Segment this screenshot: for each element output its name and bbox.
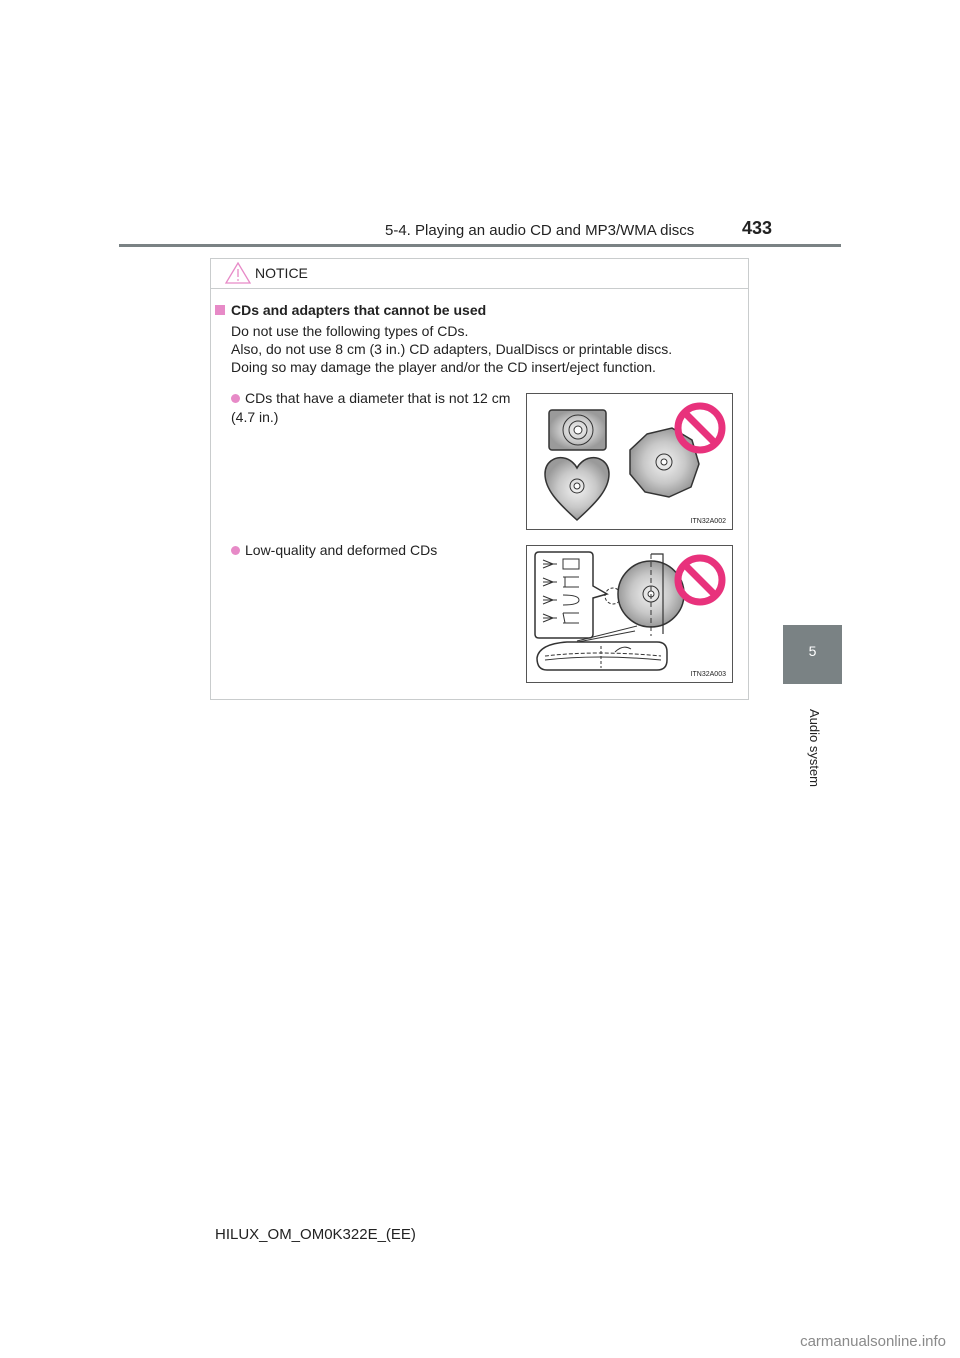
watermark: carmanualsonline.info: [800, 1333, 946, 1350]
notice-header: [211, 259, 748, 289]
notice-paragraph: [231, 322, 741, 376]
square-bullet-icon: [215, 305, 225, 315]
chapter-tab: 5: [783, 625, 842, 684]
paragraph-line: Also, do not use 8 cm (3 in.) CD adapters, DualDiscs or printable discs.: [231, 341, 673, 357]
figure-code: ITN32A003: [690, 671, 726, 678]
prohibit-icon: [678, 558, 722, 602]
figure-deformed-cds: [526, 545, 733, 683]
chapter-label: Audio system: [807, 708, 822, 788]
prohibit-icon: [678, 406, 722, 450]
figure-code: ITN32A002: [690, 518, 726, 525]
deformed-cds-illustration: [527, 546, 732, 682]
bullet-item: [231, 541, 521, 560]
section-title-text: CDs and adapters that cannot be used: [231, 302, 487, 318]
bullet-text: CDs that have a diameter that is not 12 cm (4.7 in.): [231, 390, 511, 425]
round-bullet-icon: [231, 546, 240, 555]
header-rule: [119, 244, 841, 247]
round-bullet-icon: [231, 394, 240, 403]
section-title: [215, 302, 486, 318]
odd-shaped-cds-illustration: [527, 394, 732, 529]
page-number: 433: [742, 218, 773, 238]
warning-icon: [225, 262, 251, 284]
bullet-text: Low-quality and deformed CDs: [245, 542, 438, 558]
header-title: 5-4. Playing an audio CD and MP3/WMA discs: [385, 222, 695, 239]
figure-odd-shaped-cds: [526, 393, 733, 530]
paragraph-line: Doing so may damage the player and/or the CD insert/eject function.: [231, 359, 656, 375]
bullet-item: [231, 389, 521, 427]
paragraph-line: Do not use the following types of CDs.: [231, 323, 469, 339]
notice-box: [210, 258, 749, 700]
footer-doc-code: HILUX_OM_OM0K322E_(EE): [215, 1226, 416, 1243]
notice-label: NOTICE: [255, 265, 308, 281]
warped-disc-side-icon: [537, 642, 667, 670]
